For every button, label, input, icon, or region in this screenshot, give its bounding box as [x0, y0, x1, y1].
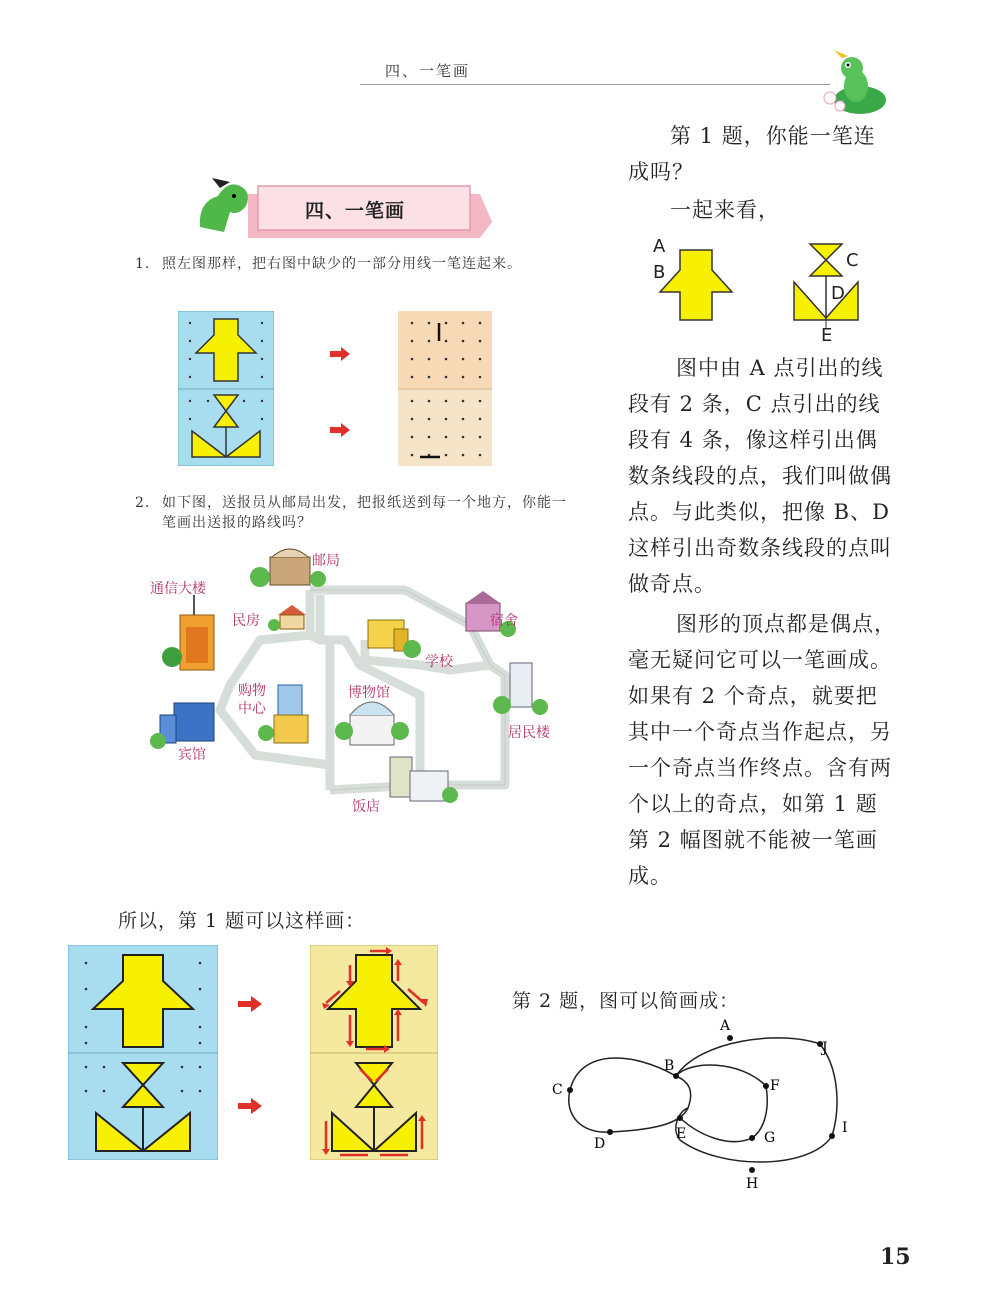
- grid-dot: [411, 454, 414, 457]
- label-school: 学校: [425, 654, 453, 670]
- label-dormitory: 宿舍: [490, 613, 518, 629]
- grid-dot: [428, 436, 431, 439]
- solution-left-figure: [68, 945, 218, 1160]
- point-label-e: E: [821, 325, 833, 346]
- grid-dot: [462, 376, 465, 379]
- grid-dot: [479, 322, 482, 325]
- grid-dot: [479, 436, 482, 439]
- label-hotel: 宾馆: [178, 747, 206, 763]
- grid-dot: [411, 400, 414, 403]
- page-number: 15: [880, 1244, 911, 1270]
- grid-dot: [462, 400, 465, 403]
- grid-dot: [428, 418, 431, 421]
- label-restaurant: 饭店: [352, 799, 380, 815]
- graph-vertex: [727, 1035, 733, 1041]
- grid-dot: [479, 454, 482, 457]
- chapter-header: 四、一笔画: [385, 62, 471, 80]
- graph-vertex: [749, 1135, 755, 1141]
- q2-caption: 第 2 题，图可以简画成：: [512, 990, 740, 1012]
- q1-arrow-icon: [330, 423, 350, 437]
- grid-dot: [479, 358, 482, 361]
- graph-vertex-label: E: [676, 1126, 687, 1142]
- grid-dot: [462, 358, 465, 361]
- grid-dot: [445, 436, 448, 439]
- graph-vertex-label: I: [842, 1120, 848, 1136]
- graph-vertex: [607, 1129, 613, 1135]
- rc-paragraph-4: 图形的顶点都是偶点，毫无疑问它可以一笔画成。如果有 2 个奇点，就要把其中一个奇点当作起点，另一个奇点当作终点。含有两个以上的奇点，如第 1 题第 2 幅图就不能被一笔画成。: [628, 612, 896, 888]
- grid-dot: [445, 340, 448, 343]
- rc-paragraph-1: 第 1 题，你能一笔连成吗？: [628, 124, 876, 184]
- grid-dot: [462, 418, 465, 421]
- telecom-building-icon: [162, 595, 214, 670]
- graph-vertex: [763, 1083, 769, 1089]
- grid-dot: [462, 340, 465, 343]
- solution-right-figure: [310, 945, 438, 1160]
- q1-number: 1.: [135, 256, 151, 272]
- section-title: 四、一笔画: [305, 200, 406, 222]
- grid-dot: [411, 418, 414, 421]
- grid-dot: [445, 322, 448, 325]
- grid-dot: [428, 322, 431, 325]
- label-post-office: 邮局: [312, 553, 340, 569]
- graph-vertex-label: D: [594, 1136, 606, 1152]
- graph-vertex-label: C: [552, 1082, 563, 1098]
- museum-building-icon: [335, 702, 409, 745]
- q1-left-figure: [178, 311, 274, 466]
- simplified-graph: [540, 1010, 880, 1190]
- grid-dot: [445, 454, 448, 457]
- graph-vertex: [749, 1167, 755, 1173]
- q1-right-figure: [398, 311, 492, 466]
- q1-arrow-icon: [330, 347, 350, 361]
- graph-vertex: [829, 1133, 835, 1139]
- q2-text: 如下图，送报员从邮局出发，把报纸送到每一个地方，你能一笔画出送报的路线吗？: [162, 495, 567, 531]
- point-label-d: D: [831, 283, 845, 304]
- label-shopping-center: 购物中心: [238, 683, 266, 717]
- graph-vertex-label: A: [720, 1018, 731, 1034]
- grid-dot: [428, 376, 431, 379]
- grid-dot: [479, 400, 482, 403]
- hotel-building-icon: [150, 703, 214, 749]
- grid-dot: [462, 436, 465, 439]
- point-label-a: A: [653, 236, 666, 257]
- grid-dot: [445, 358, 448, 361]
- so-caption: 所以，第 1 题可以这样画：: [118, 910, 366, 932]
- label-telecom-building: 通信大楼: [150, 581, 206, 597]
- grid-dot: [411, 322, 414, 325]
- grid-dot: [428, 400, 431, 403]
- residence-building-icon: [268, 605, 306, 631]
- solution-arrow-icon: [238, 996, 262, 1012]
- graph-vertex-label: H: [746, 1176, 759, 1190]
- header-rule: [360, 84, 830, 85]
- point-label-c: C: [846, 250, 859, 271]
- grid-dot: [479, 418, 482, 421]
- graph-vertex-label: F: [770, 1078, 780, 1094]
- rc-paragraph-2: 一起来看，: [670, 198, 780, 222]
- grid-dot: [445, 400, 448, 403]
- grid-dot: [411, 340, 414, 343]
- graph-vertex-label: J: [822, 1040, 828, 1056]
- school-building-icon: [368, 620, 421, 658]
- grid-dot: [462, 454, 465, 457]
- grid-dot: [411, 376, 414, 379]
- graph-vertex-label: B: [664, 1058, 675, 1074]
- grid-dot: [479, 376, 482, 379]
- graph-vertex-label: G: [764, 1130, 776, 1146]
- grid-dot: [411, 358, 414, 361]
- dragon-mascot-icon: [812, 50, 894, 118]
- point-label-b: B: [653, 262, 666, 283]
- grid-dot: [445, 418, 448, 421]
- rc-paragraph-3: 图中由 A 点引出的线段有 2 条，C 点引出的线段有 4 条，像这样引出偶数条线段的点，我们叫做偶点。与此类似，把像 B、D 这样引出奇数条线段的点叫做奇点。: [628, 356, 892, 596]
- grid-dot: [479, 340, 482, 343]
- label-museum: 博物馆: [348, 685, 390, 701]
- grid-dot: [445, 376, 448, 379]
- label-residence: 民房: [232, 613, 260, 629]
- grid-dot: [428, 358, 431, 361]
- q2-number: 2.: [135, 495, 151, 511]
- graph-vertex: [567, 1087, 573, 1093]
- grid-dot: [462, 322, 465, 325]
- solution-arrow-icon: [238, 1098, 262, 1114]
- q1-text: 照左图那样，把右图中缺少的一部分用线一笔连起来。: [162, 256, 522, 272]
- label-apartment: 居民楼: [508, 725, 550, 741]
- grid-dot: [411, 436, 414, 439]
- grid-dot: [428, 340, 431, 343]
- graph-vertex: [677, 1115, 683, 1121]
